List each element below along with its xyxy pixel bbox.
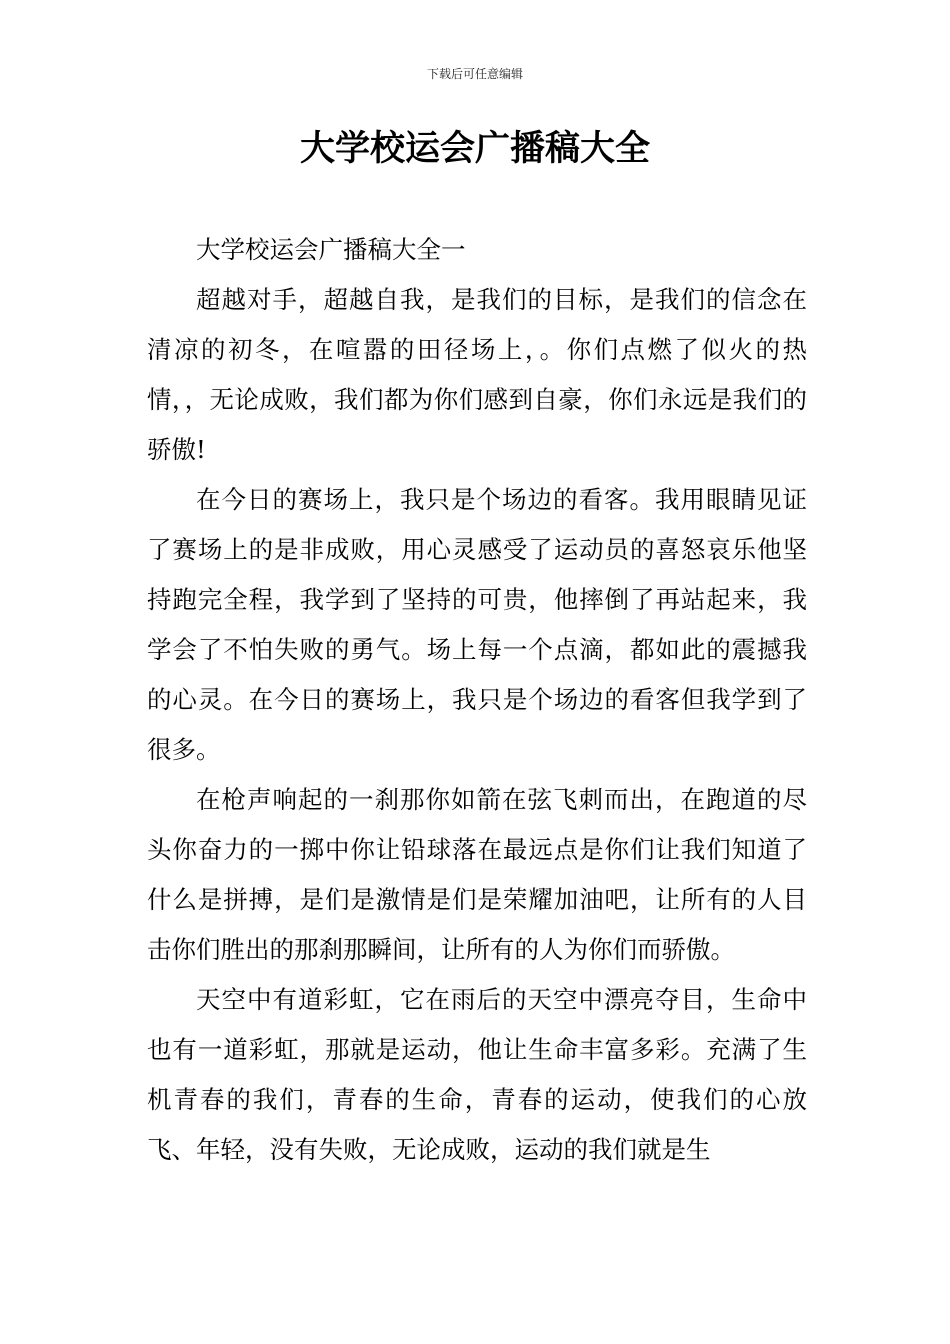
section-subheading: 大学校运会广播稿大全一 xyxy=(196,235,466,264)
paragraph-2: 在今日的赛场上，我只是个场边的看客。我用眼睛见证了赛场上的是非成败，用心灵感受了运动员的喜怒哀乐他坚持跑完全程，我学到了坚持的可贵，他摔倒了再站起来，我学会了不怕失败的勇气。场上每一个点滴，都如此的震撼我的心灵。在今日的赛场上，我只是个场边的看客但我学到了很多。 xyxy=(147,485,807,764)
paragraph-4: 天空中有道彩虹，它在雨后的天空中漂亮夺目，生命中也有一道彩虹，那就是运动，他让生命丰富多彩。充满了生机青春的我们，青春的生命，青春的运动，使我们的心放飞、年轻，没有失败，无论成败，运动的我们就是生 xyxy=(147,985,807,1164)
paragraph-1: 超越对手，超越自我，是我们的目标，是我们的信念在清凉的初冬，在喧嚣的田径场上，。你们点燃了似火的热情，，无论成败，我们都为你们感到自豪，你们永远是我们的骄傲! xyxy=(147,285,807,464)
document-title: 大学校运会广播稿大全 xyxy=(299,129,650,169)
header-note: 下载后可任意编辑 xyxy=(426,67,523,81)
document-body xyxy=(147,225,807,1175)
paragraph-3: 在枪声响起的一刹那你如箭在弦飞刺而出，在跑道的尽头你奋力的一掷中你让铅球落在最远点是你们让我们知道了什么是拼搏，是们是激情是们是荣耀加油吧，让所有的人目击你们胜出的那刹那瞬间，让所有的人为你们而骄傲。 xyxy=(147,785,807,964)
